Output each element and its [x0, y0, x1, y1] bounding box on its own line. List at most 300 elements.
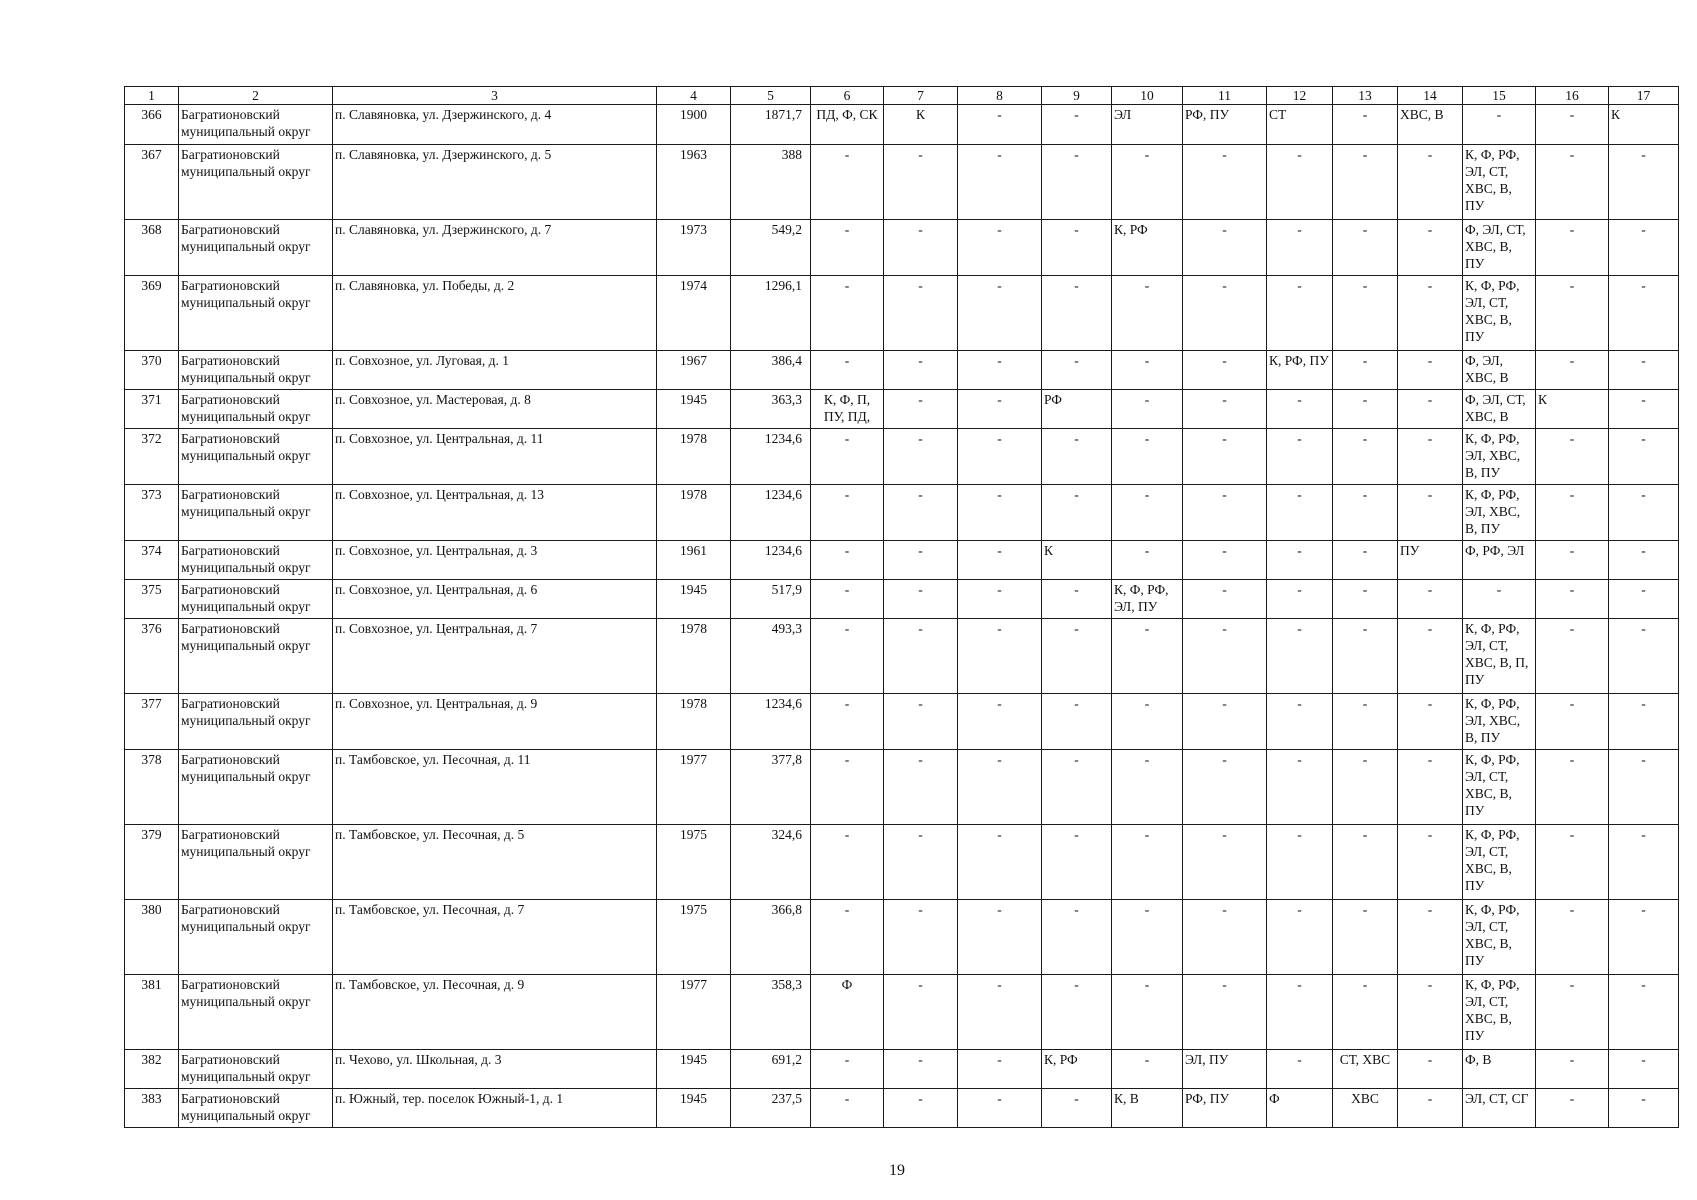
column-header-17: 17 [1609, 87, 1679, 105]
table-row [125, 900, 1679, 975]
cell-col-7: - [884, 1050, 958, 1089]
table-row [125, 276, 1679, 351]
cell-col-9: К, РФ [1042, 1050, 1112, 1089]
cell-col-8: - [958, 750, 1042, 825]
cell-col-17: - [1609, 429, 1679, 485]
cell-col-13: - [1333, 276, 1398, 351]
cell-col-7: - [884, 485, 958, 541]
cell-col-16: - [1536, 1089, 1609, 1128]
cell-col-5: 493,3 [731, 619, 811, 694]
cell-col-3: п. Совхозное, ул. Центральная, д. 13 [333, 485, 657, 541]
cell-col-10: - [1112, 541, 1183, 580]
cell-col-3: п. Совхозное, ул. Луговая, д. 1 [333, 351, 657, 390]
cell-col-13: - [1333, 694, 1398, 750]
table-row [125, 105, 1679, 145]
cell-col-14: ХВС, В [1398, 105, 1463, 145]
cell-col-2: Багратионовский муниципальный округ [179, 1050, 333, 1089]
cell-col-16: - [1536, 694, 1609, 750]
cell-col-6: - [811, 220, 884, 276]
cell-col-11: - [1183, 485, 1267, 541]
cell-col-7: - [884, 1089, 958, 1128]
cell-col-1: 377 [125, 694, 179, 750]
cell-col-17: - [1609, 900, 1679, 975]
cell-col-9: - [1042, 145, 1112, 220]
cell-col-10: - [1112, 825, 1183, 900]
cell-col-1: 381 [125, 975, 179, 1050]
cell-col-4: 1978 [657, 485, 731, 541]
cell-col-4: 1967 [657, 351, 731, 390]
cell-col-9: - [1042, 485, 1112, 541]
cell-col-8: - [958, 145, 1042, 220]
cell-col-14: - [1398, 485, 1463, 541]
cell-col-14: - [1398, 825, 1463, 900]
cell-col-14: - [1398, 1089, 1463, 1128]
cell-col-12: - [1267, 145, 1333, 220]
column-header-1: 1 [125, 87, 179, 105]
cell-col-17: - [1609, 975, 1679, 1050]
cell-col-6: К, Ф, П, ПУ, ПД, [811, 390, 884, 429]
cell-col-5: 1234,6 [731, 694, 811, 750]
cell-col-2: Багратионовский муниципальный округ [179, 825, 333, 900]
cell-col-16: - [1536, 750, 1609, 825]
table-row [125, 220, 1679, 276]
cell-col-13: - [1333, 825, 1398, 900]
cell-col-14: - [1398, 750, 1463, 825]
cell-col-3: п. Славяновка, ул. Дзержинского, д. 5 [333, 145, 657, 220]
cell-col-3: п. Южный, тер. поселок Южный-1, д. 1 [333, 1089, 657, 1128]
cell-col-9: - [1042, 105, 1112, 145]
cell-col-8: - [958, 541, 1042, 580]
column-header-3: 3 [333, 87, 657, 105]
cell-col-1: 374 [125, 541, 179, 580]
cell-col-6: - [811, 1050, 884, 1089]
cell-col-3: п. Тамбовское, ул. Песочная, д. 7 [333, 900, 657, 975]
cell-col-4: 1978 [657, 429, 731, 485]
cell-col-7: - [884, 541, 958, 580]
table-row [125, 694, 1679, 750]
cell-col-17: - [1609, 541, 1679, 580]
cell-col-17: - [1609, 351, 1679, 390]
column-header-9: 9 [1042, 87, 1112, 105]
cell-col-2: Багратионовский муниципальный округ [179, 390, 333, 429]
table-row [125, 145, 1679, 220]
cell-col-15: - [1463, 105, 1536, 145]
cell-col-2: Багратионовский муниципальный округ [179, 619, 333, 694]
cell-col-15: К, Ф, РФ, ЭЛ, СТ, ХВС, В, ПУ [1463, 975, 1536, 1050]
cell-col-5: 377,8 [731, 750, 811, 825]
cell-col-4: 1975 [657, 900, 731, 975]
cell-col-15: К, Ф, РФ, ЭЛ, СТ, ХВС, В, ПУ [1463, 900, 1536, 975]
cell-col-1: 372 [125, 429, 179, 485]
cell-col-13: - [1333, 750, 1398, 825]
table-row [125, 1089, 1679, 1128]
cell-col-5: 549,2 [731, 220, 811, 276]
cell-col-11: - [1183, 351, 1267, 390]
table-row [125, 351, 1679, 390]
table-body [125, 105, 1679, 1128]
cell-col-4: 1978 [657, 619, 731, 694]
cell-col-5: 1234,6 [731, 541, 811, 580]
cell-col-6: - [811, 1089, 884, 1128]
cell-col-1: 375 [125, 580, 179, 619]
cell-col-9: - [1042, 1089, 1112, 1128]
table-row [125, 390, 1679, 429]
cell-col-11: - [1183, 580, 1267, 619]
cell-col-16: - [1536, 276, 1609, 351]
cell-col-13: - [1333, 580, 1398, 619]
cell-col-9: - [1042, 351, 1112, 390]
cell-col-15: К, Ф, РФ, ЭЛ, СТ, ХВС, В, ПУ [1463, 750, 1536, 825]
cell-col-16: - [1536, 105, 1609, 145]
cell-col-2: Багратионовский муниципальный округ [179, 975, 333, 1050]
cell-col-16: - [1536, 220, 1609, 276]
cell-col-14: - [1398, 429, 1463, 485]
column-header-10: 10 [1112, 87, 1183, 105]
cell-col-17: - [1609, 750, 1679, 825]
table-row [125, 975, 1679, 1050]
cell-col-11: РФ, ПУ [1183, 105, 1267, 145]
column-header-5: 5 [731, 87, 811, 105]
cell-col-17: - [1609, 1050, 1679, 1089]
cell-col-7: - [884, 429, 958, 485]
cell-col-16: - [1536, 619, 1609, 694]
cell-col-12: - [1267, 900, 1333, 975]
cell-col-14: - [1398, 694, 1463, 750]
cell-col-8: - [958, 105, 1042, 145]
cell-col-12: - [1267, 276, 1333, 351]
cell-col-9: - [1042, 580, 1112, 619]
cell-col-13: - [1333, 145, 1398, 220]
cell-col-3: п. Славяновка, ул. Победы, д. 2 [333, 276, 657, 351]
page-number: 19 [889, 1162, 905, 1179]
cell-col-17: - [1609, 1089, 1679, 1128]
cell-col-12: - [1267, 975, 1333, 1050]
cell-col-6: - [811, 485, 884, 541]
table-row [125, 750, 1679, 825]
cell-col-3: п. Славяновка, ул. Дзержинского, д. 4 [333, 105, 657, 145]
cell-col-12: - [1267, 541, 1333, 580]
cell-col-5: 366,8 [731, 900, 811, 975]
cell-col-10: - [1112, 145, 1183, 220]
cell-col-17: К [1609, 105, 1679, 145]
cell-col-12: - [1267, 619, 1333, 694]
cell-col-11: - [1183, 276, 1267, 351]
cell-col-7: - [884, 145, 958, 220]
cell-col-11: - [1183, 220, 1267, 276]
cell-col-2: Багратионовский муниципальный округ [179, 541, 333, 580]
cell-col-7: - [884, 220, 958, 276]
cell-col-14: - [1398, 975, 1463, 1050]
cell-col-3: п. Совхозное, ул. Центральная, д. 3 [333, 541, 657, 580]
cell-col-9: - [1042, 276, 1112, 351]
cell-col-8: - [958, 975, 1042, 1050]
cell-col-3: п. Совхозное, ул. Центральная, д. 7 [333, 619, 657, 694]
cell-col-4: 1945 [657, 1050, 731, 1089]
cell-col-9: - [1042, 429, 1112, 485]
column-header-6: 6 [811, 87, 884, 105]
cell-col-10: К, РФ [1112, 220, 1183, 276]
cell-col-13: - [1333, 429, 1398, 485]
cell-col-5: 363,3 [731, 390, 811, 429]
cell-col-12: - [1267, 485, 1333, 541]
cell-col-1: 379 [125, 825, 179, 900]
cell-col-2: Багратионовский муниципальный округ [179, 900, 333, 975]
cell-col-1: 368 [125, 220, 179, 276]
cell-col-15: К, Ф, РФ, ЭЛ, ХВС, В, ПУ [1463, 429, 1536, 485]
cell-col-5: 1871,7 [731, 105, 811, 145]
column-header-13: 13 [1333, 87, 1398, 105]
cell-col-10: К, В [1112, 1089, 1183, 1128]
cell-col-7: - [884, 351, 958, 390]
cell-col-13: - [1333, 105, 1398, 145]
cell-col-8: - [958, 900, 1042, 975]
cell-col-2: Багратионовский муниципальный округ [179, 220, 333, 276]
cell-col-6: - [811, 351, 884, 390]
cell-col-5: 388 [731, 145, 811, 220]
cell-col-15: ЭЛ, СТ, СГ [1463, 1089, 1536, 1128]
cell-col-4: 1977 [657, 975, 731, 1050]
cell-col-6: - [811, 145, 884, 220]
cell-col-16: - [1536, 975, 1609, 1050]
cell-col-11: - [1183, 429, 1267, 485]
cell-col-10: - [1112, 900, 1183, 975]
cell-col-14: - [1398, 900, 1463, 975]
cell-col-2: Багратионовский муниципальный округ [179, 276, 333, 351]
cell-col-9: - [1042, 694, 1112, 750]
cell-col-17: - [1609, 485, 1679, 541]
cell-col-12: - [1267, 220, 1333, 276]
cell-col-17: - [1609, 220, 1679, 276]
cell-col-3: п. Чехово, ул. Школьная, д. 3 [333, 1050, 657, 1089]
cell-col-2: Багратионовский муниципальный округ [179, 694, 333, 750]
cell-col-10: - [1112, 351, 1183, 390]
cell-col-1: 376 [125, 619, 179, 694]
cell-col-9: - [1042, 750, 1112, 825]
cell-col-10: - [1112, 1050, 1183, 1089]
cell-col-5: 1234,6 [731, 485, 811, 541]
cell-col-17: - [1609, 694, 1679, 750]
cell-col-10: - [1112, 694, 1183, 750]
cell-col-4: 1974 [657, 276, 731, 351]
cell-col-12: - [1267, 825, 1333, 900]
cell-col-1: 371 [125, 390, 179, 429]
column-header-11: 11 [1183, 87, 1267, 105]
table-row [125, 619, 1679, 694]
cell-col-12: - [1267, 1050, 1333, 1089]
cell-col-13: - [1333, 485, 1398, 541]
cell-col-1: 369 [125, 276, 179, 351]
column-number-header-row [125, 87, 1679, 105]
cell-col-15: К, Ф, РФ, ЭЛ, ХВС, В, ПУ [1463, 694, 1536, 750]
column-header-12: 12 [1267, 87, 1333, 105]
column-header-15: 15 [1463, 87, 1536, 105]
cell-col-17: - [1609, 619, 1679, 694]
column-header-16: 16 [1536, 87, 1609, 105]
cell-col-3: п. Славяновка, ул. Дзержинского, д. 7 [333, 220, 657, 276]
cell-col-13: - [1333, 220, 1398, 276]
cell-col-12: - [1267, 694, 1333, 750]
cell-col-3: п. Совхозное, ул. Центральная, д. 9 [333, 694, 657, 750]
cell-col-14: ПУ [1398, 541, 1463, 580]
cell-col-3: п. Совхозное, ул. Центральная, д. 6 [333, 580, 657, 619]
cell-col-3: п. Тамбовское, ул. Песочная, д. 11 [333, 750, 657, 825]
cell-col-7: - [884, 900, 958, 975]
column-header-2: 2 [179, 87, 333, 105]
cell-col-14: - [1398, 276, 1463, 351]
cell-col-4: 1963 [657, 145, 731, 220]
cell-col-16: - [1536, 825, 1609, 900]
cell-col-15: К, Ф, РФ, ЭЛ, СТ, ХВС, В, П, ПУ [1463, 619, 1536, 694]
cell-col-1: 370 [125, 351, 179, 390]
cell-col-7: - [884, 390, 958, 429]
cell-col-2: Багратионовский муниципальный округ [179, 750, 333, 825]
cell-col-3: п. Тамбовское, ул. Песочная, д. 5 [333, 825, 657, 900]
cell-col-11: - [1183, 145, 1267, 220]
cell-col-15: К, Ф, РФ, ЭЛ, СТ, ХВС, В, ПУ [1463, 825, 1536, 900]
cell-col-16: - [1536, 580, 1609, 619]
cell-col-12: Ф [1267, 1089, 1333, 1128]
cell-col-7: К [884, 105, 958, 145]
cell-col-11: - [1183, 900, 1267, 975]
cell-col-11: - [1183, 694, 1267, 750]
cell-col-14: - [1398, 351, 1463, 390]
cell-col-16: - [1536, 429, 1609, 485]
cell-col-2: Багратионовский муниципальный округ [179, 1089, 333, 1128]
cell-col-1: 366 [125, 105, 179, 145]
cell-col-8: - [958, 580, 1042, 619]
cell-col-9: - [1042, 975, 1112, 1050]
cell-col-15: К, Ф, РФ, ЭЛ, СТ, ХВС, В, ПУ [1463, 276, 1536, 351]
cell-col-5: 1296,1 [731, 276, 811, 351]
cell-col-14: - [1398, 1050, 1463, 1089]
cell-col-10: - [1112, 619, 1183, 694]
cell-col-16: - [1536, 541, 1609, 580]
cell-col-1: 382 [125, 1050, 179, 1089]
table-row [125, 541, 1679, 580]
cell-col-8: - [958, 429, 1042, 485]
cell-col-14: - [1398, 220, 1463, 276]
cell-col-11: - [1183, 541, 1267, 580]
cell-col-11: РФ, ПУ [1183, 1089, 1267, 1128]
cell-col-10: ЭЛ [1112, 105, 1183, 145]
cell-col-4: 1900 [657, 105, 731, 145]
cell-col-10: - [1112, 975, 1183, 1050]
cell-col-2: Багратионовский муниципальный округ [179, 351, 333, 390]
cell-col-8: - [958, 825, 1042, 900]
cell-col-11: - [1183, 750, 1267, 825]
cell-col-12: - [1267, 580, 1333, 619]
column-header-7: 7 [884, 87, 958, 105]
cell-col-14: - [1398, 390, 1463, 429]
cell-col-7: - [884, 619, 958, 694]
cell-col-7: - [884, 825, 958, 900]
cell-col-2: Багратионовский муниципальный округ [179, 580, 333, 619]
cell-col-15: Ф, ЭЛ, СТ, ХВС, В [1463, 390, 1536, 429]
cell-col-3: п. Совхозное, ул. Мастеровая, д. 8 [333, 390, 657, 429]
cell-col-12: СТ [1267, 105, 1333, 145]
cell-col-10: - [1112, 390, 1183, 429]
cell-col-3: п. Совхозное, ул. Центральная, д. 11 [333, 429, 657, 485]
cell-col-8: - [958, 1050, 1042, 1089]
cell-col-15: Ф, В [1463, 1050, 1536, 1089]
cell-col-7: - [884, 276, 958, 351]
cell-col-8: - [958, 390, 1042, 429]
column-header-4: 4 [657, 87, 731, 105]
cell-col-8: - [958, 694, 1042, 750]
cell-col-1: 380 [125, 900, 179, 975]
cell-col-16: - [1536, 145, 1609, 220]
cell-col-10: - [1112, 276, 1183, 351]
cell-col-8: - [958, 351, 1042, 390]
cell-col-4: 1975 [657, 825, 731, 900]
table-row [125, 485, 1679, 541]
table-row [125, 825, 1679, 900]
cell-col-8: - [958, 619, 1042, 694]
cell-col-6: - [811, 580, 884, 619]
cell-col-1: 383 [125, 1089, 179, 1128]
cell-col-11: - [1183, 619, 1267, 694]
cell-col-1: 367 [125, 145, 179, 220]
cell-col-13: - [1333, 975, 1398, 1050]
cell-col-16: - [1536, 900, 1609, 975]
cell-col-13: - [1333, 351, 1398, 390]
cell-col-9: - [1042, 220, 1112, 276]
cell-col-6: - [811, 825, 884, 900]
cell-col-4: 1978 [657, 694, 731, 750]
cell-col-3: п. Тамбовское, ул. Песочная, д. 9 [333, 975, 657, 1050]
cell-col-6: ПД, Ф, СК [811, 105, 884, 145]
cell-col-15: Ф, ЭЛ, ХВС, В [1463, 351, 1536, 390]
cell-col-9: - [1042, 825, 1112, 900]
cell-col-5: 517,9 [731, 580, 811, 619]
cell-col-10: К, Ф, РФ, ЭЛ, ПУ [1112, 580, 1183, 619]
cell-col-15: - [1463, 580, 1536, 619]
cell-col-13: - [1333, 541, 1398, 580]
cell-col-7: - [884, 694, 958, 750]
cell-col-5: 324,6 [731, 825, 811, 900]
cell-col-6: - [811, 429, 884, 485]
cell-col-10: - [1112, 429, 1183, 485]
cell-col-13: - [1333, 900, 1398, 975]
cell-col-17: - [1609, 390, 1679, 429]
cell-col-6: - [811, 694, 884, 750]
cell-col-4: 1977 [657, 750, 731, 825]
cell-col-6: - [811, 750, 884, 825]
cell-col-11: ЭЛ, ПУ [1183, 1050, 1267, 1089]
cell-col-9: - [1042, 900, 1112, 975]
cell-col-5: 691,2 [731, 1050, 811, 1089]
cell-col-9: РФ [1042, 390, 1112, 429]
cell-col-7: - [884, 750, 958, 825]
table-row [125, 580, 1679, 619]
cell-col-11: - [1183, 975, 1267, 1050]
cell-col-9: - [1042, 619, 1112, 694]
column-header-14: 14 [1398, 87, 1463, 105]
cell-col-2: Багратионовский муниципальный округ [179, 429, 333, 485]
column-header-8: 8 [958, 87, 1042, 105]
cell-col-12: - [1267, 429, 1333, 485]
cell-col-8: - [958, 276, 1042, 351]
cell-col-6: Ф [811, 975, 884, 1050]
cell-col-8: - [958, 220, 1042, 276]
cell-col-12: К, РФ, ПУ [1267, 351, 1333, 390]
cell-col-13: СТ, ХВС [1333, 1050, 1398, 1089]
cell-col-17: - [1609, 825, 1679, 900]
cell-col-14: - [1398, 145, 1463, 220]
cell-col-16: - [1536, 351, 1609, 390]
cell-col-16: - [1536, 485, 1609, 541]
cell-col-15: К, Ф, РФ, ЭЛ, СТ, ХВС, В, ПУ [1463, 145, 1536, 220]
